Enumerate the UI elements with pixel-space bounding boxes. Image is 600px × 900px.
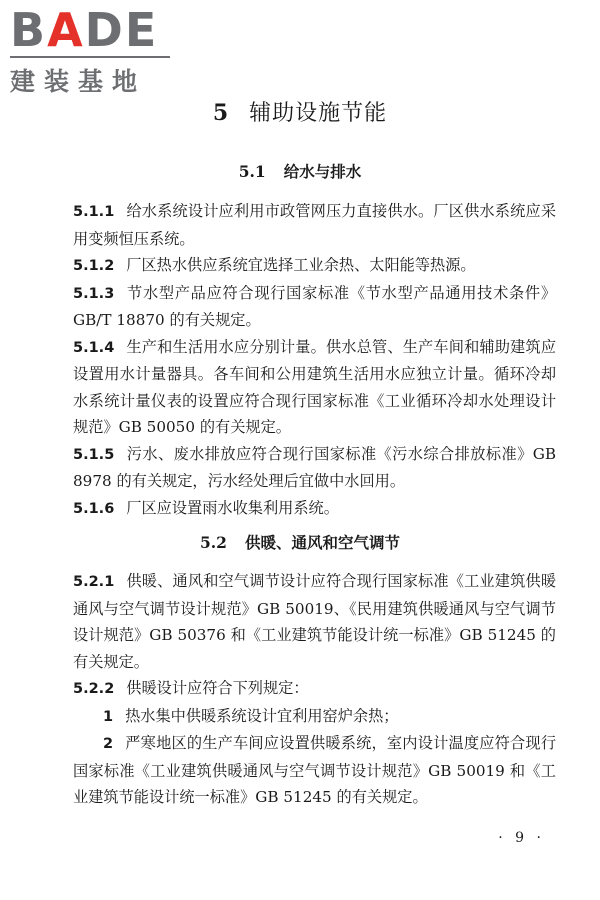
logo-wordmark: BADE	[10, 3, 159, 57]
list-item: 1 热水集中供暖系统设计宜利用窑炉余热；	[103, 706, 399, 725]
page-number: · 9 ·	[498, 830, 545, 846]
clause: 5.1.6 厂区应设置雨水收集利用系统。	[73, 498, 339, 517]
section-title: 5.1 给水与排水	[238, 162, 362, 181]
section-body-5-2	[73, 568, 556, 811]
list-item: 2 严寒地区的生产车间应设置供暖系统，室内设计温度应符合现行国家标准《工业建筑供暖通风与空气调节设计规范》GB 50019 和《工业建筑节能设计统一标准》GB 51245 的有关规定。	[73, 734, 556, 806]
clause: 5.1.4 生产和生活用水应分别计量。供水总管、生产车间和辅助建筑应设置用水计量器具。各车间和公用建筑生活用水应独立计量。循环冷却水系统计量仪表的设置应符合现行国家标准《工业循环冷却水处理设计规范》GB 50050 的有关规定。	[73, 337, 556, 436]
clause: 5.1.3 节水型产品应符合现行国家标准《节水型产品通用技术条件》GB/T 18870 的有关规定。	[73, 283, 556, 329]
clause: 5.2.1 供暖、通风和空气调节设计应符合现行国家标准《工业建筑供暖通风与空气调节设计规范》GB 50019、《民用建筑供暖通风与空气调节设计规范》GB 50376 和《工业建筑节能设计统一标准》GB 51245 的有关规定。	[73, 572, 556, 671]
bade-logo	[10, 3, 175, 98]
clause: 5.2.2 供暖设计应符合下列规定：	[73, 679, 309, 697]
section-body-5-1	[73, 198, 556, 522]
clause: 5.1.5 污水、废水排放应符合现行国家标准《污水综合排放标准》GB 8978 的有关规定，污水经处理后宜做中水回用。	[73, 444, 556, 490]
chapter-number: 5	[212, 100, 230, 126]
logo-subtitle: 建装基地	[10, 67, 147, 96]
clause: 5.1.1 给水系统设计应利用市政管网压力直接供水。厂区供水系统应采用变频恒压系统。	[73, 202, 556, 248]
section-title: 5.2 供暖、通风和空气调节	[200, 533, 400, 552]
clause: 5.1.2 厂区热水供应系统宜选择工业余热、太阳能等热源。	[73, 256, 476, 274]
chapter-title-text: 辅助设施节能	[249, 101, 388, 126]
chapter-title	[0, 96, 600, 127]
